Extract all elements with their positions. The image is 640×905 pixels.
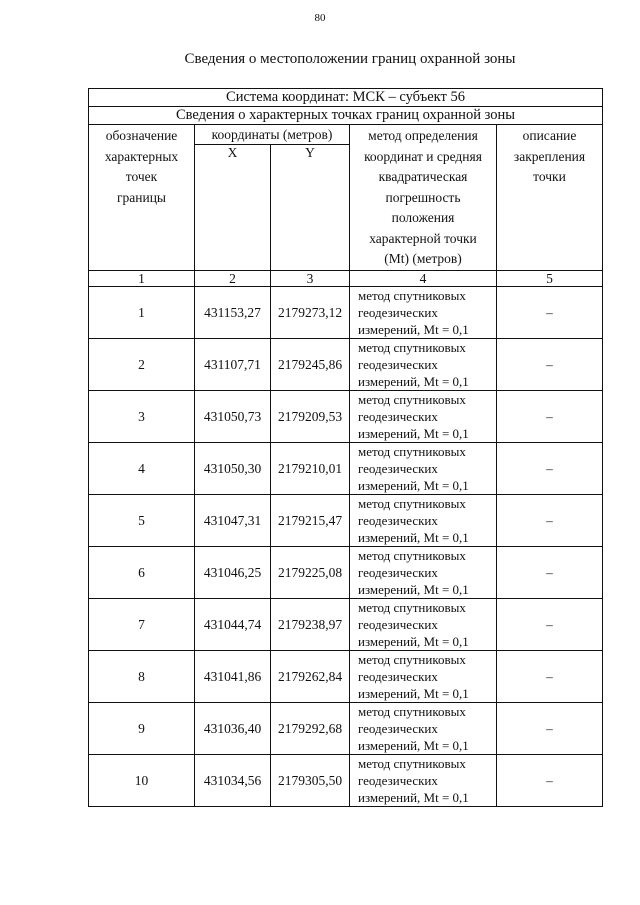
description-cell: – xyxy=(497,650,603,702)
method-cell xyxy=(350,754,497,806)
method-line: метод спутниковых xyxy=(358,287,466,303)
x-coordinate-cell: 431050,30 xyxy=(195,442,271,494)
description-cell: – xyxy=(497,286,603,338)
point-number-cell: 7 xyxy=(89,598,195,650)
method-line: метод спутниковых xyxy=(358,339,466,355)
x-coordinate-cell: 431047,31 xyxy=(195,494,271,546)
header-description-line: точки xyxy=(533,169,566,184)
section-title-row xyxy=(89,107,603,125)
x-coordinate-cell: 431034,56 xyxy=(195,754,271,806)
method-line: геодезических xyxy=(358,512,438,528)
coord-system-cell: Система координат: МСК – субъект 56 xyxy=(89,89,603,107)
description-cell: – xyxy=(497,598,603,650)
coord-system-row xyxy=(89,89,603,107)
method-line: метод спутниковых xyxy=(358,651,466,667)
table-row xyxy=(89,390,603,442)
boundary-points-table xyxy=(88,88,603,807)
table-row xyxy=(89,650,603,702)
header-method-line: погрешность xyxy=(385,189,461,205)
table-row xyxy=(89,702,603,754)
method-line: геодезических xyxy=(358,304,438,320)
document-title: Сведения о местоположении границ охранной зоны xyxy=(184,51,516,67)
header-method-line: координат и средняя xyxy=(364,148,482,164)
method-line: геодезических xyxy=(358,564,438,580)
x-coordinate-cell: 431036,40 xyxy=(195,702,271,754)
method-line: геодезических xyxy=(358,408,438,424)
x-coordinate-cell: 431050,73 xyxy=(195,390,271,442)
x-coordinate-cell: 431046,25 xyxy=(195,546,271,598)
table-body xyxy=(89,89,603,807)
column-number: 4 xyxy=(350,270,497,286)
method-line: геодезических xyxy=(358,616,438,632)
header-description xyxy=(497,125,603,271)
header-method-line: положения xyxy=(391,210,455,225)
x-coordinate-cell: 431153,27 xyxy=(195,286,271,338)
method-line: метод спутниковых xyxy=(358,391,466,407)
header-designation-line: обозначение xyxy=(105,128,178,143)
header-coordinates: координаты (метров) xyxy=(195,125,350,145)
method-cell xyxy=(350,650,497,702)
header-method-line: метод определения xyxy=(368,128,478,143)
method-line: геодезических xyxy=(358,772,438,788)
y-coordinate-cell: 2179210,01 xyxy=(271,442,350,494)
x-coordinate-cell: 431044,74 xyxy=(195,598,271,650)
column-number: 5 xyxy=(497,270,603,286)
x-coordinate-cell: 431041,86 xyxy=(195,650,271,702)
point-number-cell: 10 xyxy=(89,754,195,806)
table-row xyxy=(89,598,603,650)
point-number-cell: 3 xyxy=(89,390,195,442)
method-line: метод спутниковых xyxy=(358,755,466,771)
method-line: геодезических xyxy=(358,460,438,476)
method-line: измерений, Mt = 0,1 xyxy=(358,685,469,701)
header-x: X xyxy=(195,144,271,270)
method-cell xyxy=(350,598,497,650)
y-coordinate-cell: 2179238,97 xyxy=(271,598,350,650)
method-line: измерений, Mt = 0,1 xyxy=(358,581,469,597)
method-line: измерений, Mt = 0,1 xyxy=(358,529,469,545)
description-cell: – xyxy=(497,546,603,598)
point-number-cell: 8 xyxy=(89,650,195,702)
header-method-line: квадратическая xyxy=(378,169,468,184)
y-coordinate-cell: 2179245,86 xyxy=(271,338,350,390)
method-line: метод спутниковых xyxy=(358,443,466,459)
y-coordinate-cell: 2179225,08 xyxy=(271,546,350,598)
x-coordinate-cell: 431107,71 xyxy=(195,338,271,390)
description-cell: – xyxy=(497,338,603,390)
column-number: 1 xyxy=(89,270,195,286)
method-line: измерений, Mt = 0,1 xyxy=(358,425,469,441)
description-cell: – xyxy=(497,754,603,806)
header-designation-line: точек xyxy=(125,169,158,184)
header-description-line: описание xyxy=(522,128,577,143)
y-coordinate-cell: 2179305,50 xyxy=(271,754,350,806)
table-row xyxy=(89,442,603,494)
point-number-cell: 1 xyxy=(89,286,195,338)
page-number: 80 xyxy=(314,12,326,24)
method-cell xyxy=(350,494,497,546)
header-method-line: характерной точки xyxy=(369,230,477,246)
y-coordinate-cell: 2179215,47 xyxy=(271,494,350,546)
point-number-cell: 9 xyxy=(89,702,195,754)
column-number: 2 xyxy=(195,270,271,286)
section-title-cell: Сведения о характерных точках границ охранной зоны xyxy=(89,107,603,125)
table-row xyxy=(89,546,603,598)
header-method-line: (Mt) (метров) xyxy=(384,251,462,266)
table-row xyxy=(89,286,603,338)
method-line: геодезических xyxy=(358,356,438,372)
y-coordinate-cell: 2179262,84 xyxy=(271,650,350,702)
method-line: измерений, Mt = 0,1 xyxy=(358,633,469,649)
header-description-line: закрепления xyxy=(513,148,586,164)
method-line: геодезических xyxy=(358,720,438,736)
method-line: измерений, Mt = 0,1 xyxy=(358,321,469,337)
point-number-cell: 4 xyxy=(89,442,195,494)
method-line: измерений, Mt = 0,1 xyxy=(358,789,469,805)
header-designation-line: границы xyxy=(116,189,167,205)
method-cell xyxy=(350,546,497,598)
method-line: метод спутниковых xyxy=(358,547,466,563)
method-cell xyxy=(350,442,497,494)
method-line: метод спутниковых xyxy=(358,495,466,511)
header-method xyxy=(350,125,497,271)
method-line: геодезических xyxy=(358,668,438,684)
description-cell: – xyxy=(497,494,603,546)
y-coordinate-cell: 2179273,12 xyxy=(271,286,350,338)
method-line: метод спутниковых xyxy=(358,703,466,719)
method-cell xyxy=(350,390,497,442)
header-row xyxy=(89,125,603,145)
method-line: измерений, Mt = 0,1 xyxy=(358,373,469,389)
point-number-cell: 2 xyxy=(89,338,195,390)
table-row xyxy=(89,754,603,806)
table-row xyxy=(89,494,603,546)
column-number: 3 xyxy=(271,270,350,286)
column-numbers-row xyxy=(89,270,603,286)
method-line: измерений, Mt = 0,1 xyxy=(358,477,469,493)
description-cell: – xyxy=(497,702,603,754)
table-row xyxy=(89,338,603,390)
description-cell: – xyxy=(497,390,603,442)
method-line: измерений, Mt = 0,1 xyxy=(358,737,469,753)
method-cell xyxy=(350,338,497,390)
header-designation xyxy=(89,125,195,271)
header-designation-line: характерных xyxy=(104,148,179,164)
y-coordinate-cell: 2179292,68 xyxy=(271,702,350,754)
method-cell xyxy=(350,286,497,338)
header-y: Y xyxy=(271,144,350,270)
y-coordinate-cell: 2179209,53 xyxy=(271,390,350,442)
method-line: метод спутниковых xyxy=(358,599,466,615)
point-number-cell: 6 xyxy=(89,546,195,598)
point-number-cell: 5 xyxy=(89,494,195,546)
description-cell: – xyxy=(497,442,603,494)
method-cell xyxy=(350,702,497,754)
